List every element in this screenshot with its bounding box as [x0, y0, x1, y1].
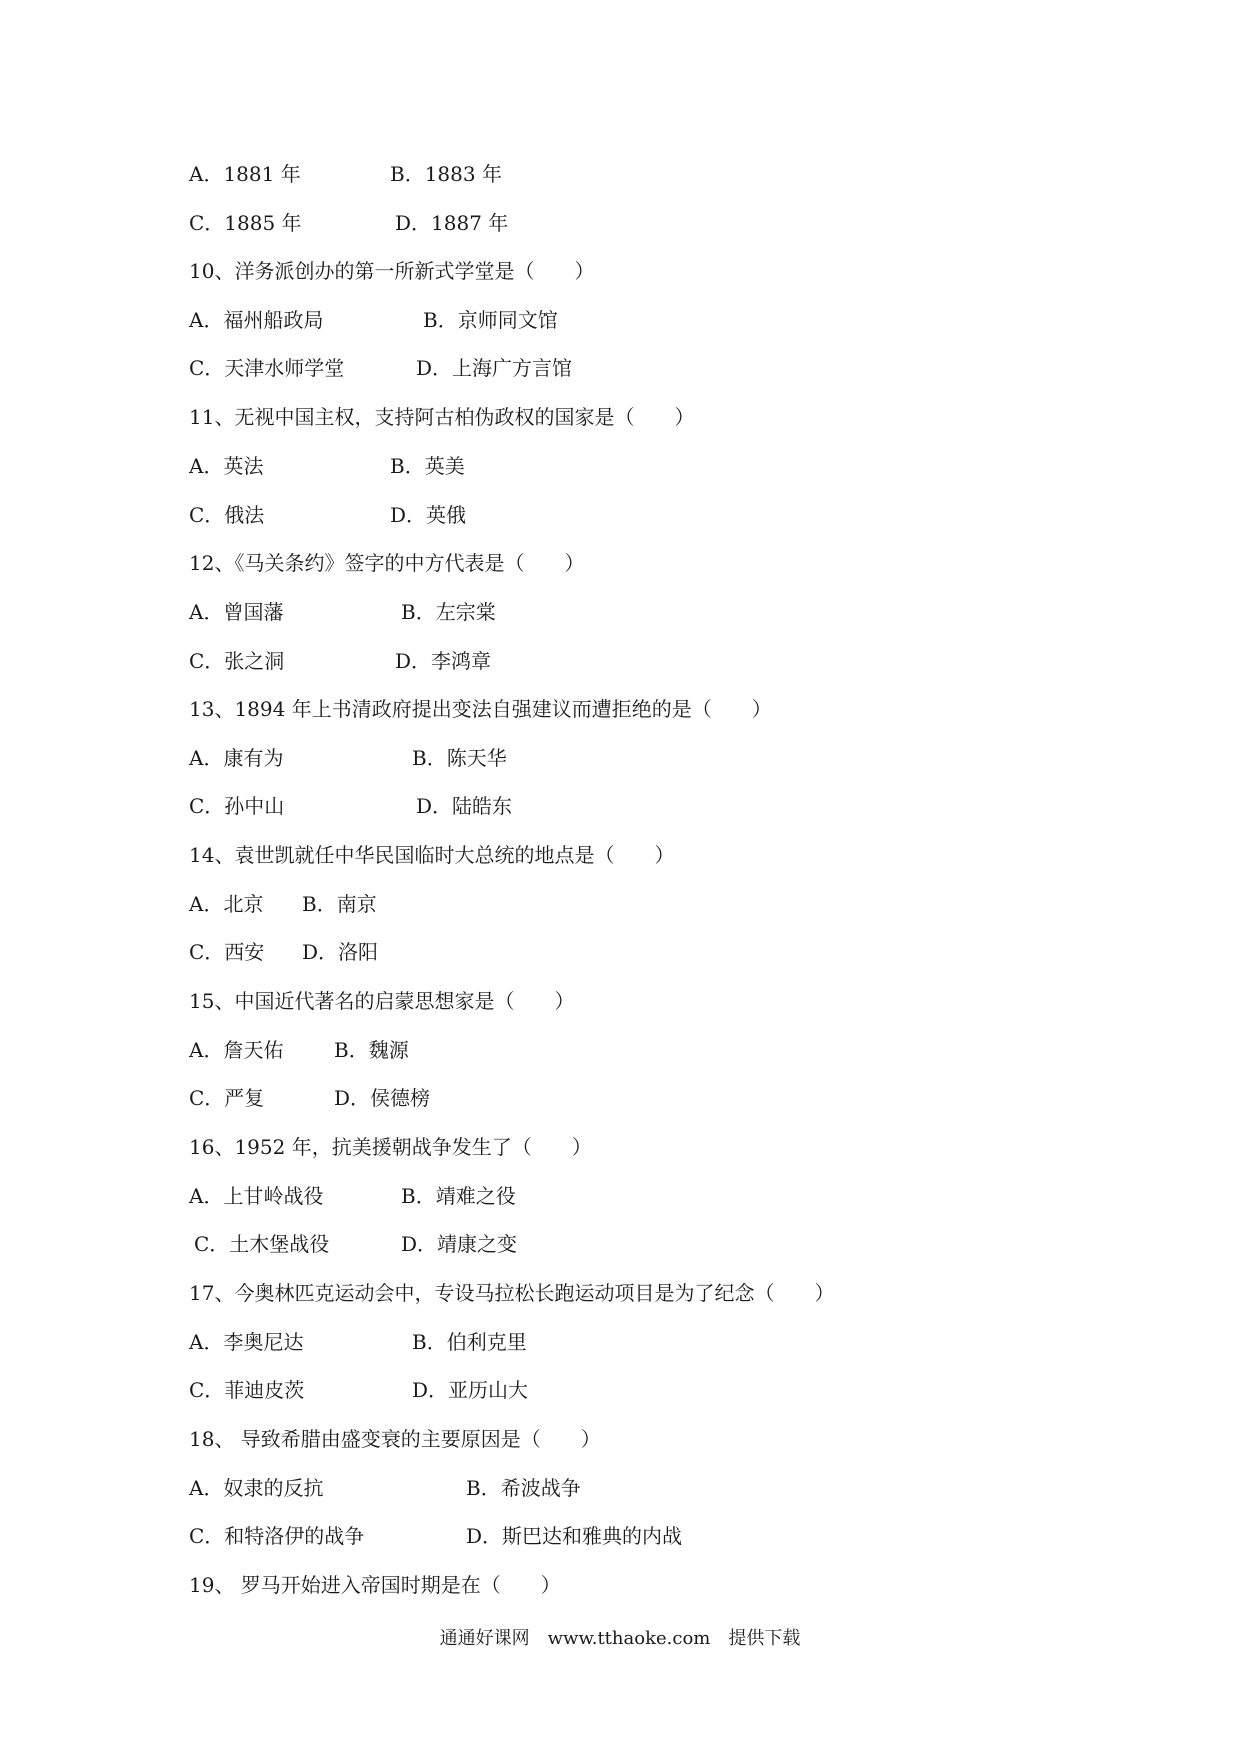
q12-option-c: C．张之洞: [189, 649, 285, 673]
q17-stem: 17、今奥林匹克运动会中，专设马拉松长跑运动项目是为了纪念（ ）: [189, 1281, 835, 1305]
q11-option-d: D．英俄: [390, 503, 467, 527]
q18-stem: 18、 导致希腊由盛变衰的主要原因是（ ）: [189, 1427, 601, 1451]
q14-option-b: B．南京: [302, 892, 377, 916]
q12-option-d: D．李鸿章: [395, 649, 492, 673]
q12-option-a: A．曾国藩: [189, 600, 284, 624]
q18-option-c: C．和特洛伊的战争: [189, 1524, 365, 1548]
q15-stem: 15、中国近代著名的启蒙思想家是（ ）: [189, 989, 575, 1013]
q11-option-c: C．俄法: [189, 503, 265, 527]
q12-option-b: B．左宗棠: [401, 600, 496, 624]
q18-option-b: B．希波战争: [466, 1476, 581, 1500]
q14-option-c: C．西安: [189, 940, 265, 964]
q19-stem: 19、 罗马开始进入帝国时期是在（ ）: [189, 1573, 561, 1597]
q17-option-b: B．伯利克里: [412, 1330, 527, 1354]
q16-option-a: A．上甘岭战役: [189, 1184, 324, 1208]
q16-option-b: B．靖难之役: [401, 1184, 516, 1208]
q13-option-d: D．陆皓东: [416, 794, 513, 818]
q18-option-a: A．奴隶的反抗: [189, 1476, 324, 1500]
q10-stem: 10、洋务派创办的第一所新式学堂是（ ）: [189, 259, 595, 283]
q11-option-a: A．英法: [189, 454, 264, 478]
q16-option-c: C．土木堡战役: [194, 1232, 330, 1256]
q18-option-d: D．斯巴达和雅典的内战: [466, 1524, 683, 1548]
q9-option-a: A．1881 年: [189, 162, 301, 186]
q13-option-c: C．孙中山: [189, 794, 285, 818]
q10-option-d: D．上海广方言馆: [416, 356, 573, 380]
q17-option-a: A．李奥尼达: [189, 1330, 304, 1354]
page-footer: 通通好课网 www.tthaoke.com 提供下载: [439, 1628, 801, 1649]
q14-option-a: A．北京: [189, 892, 264, 916]
q16-option-d: D．靖康之变: [401, 1232, 518, 1256]
q15-option-b: B．魏源: [334, 1038, 409, 1062]
q17-option-d: D．亚历山大: [412, 1378, 529, 1402]
q9-option-d: D．1887 年: [395, 211, 509, 235]
q15-option-c: C．严复: [189, 1086, 265, 1110]
q9-option-c: C．1885 年: [189, 211, 302, 235]
q15-option-d: D．侯德榜: [334, 1086, 431, 1110]
q14-option-d: D．洛阳: [302, 940, 379, 964]
q16-stem: 16、1952 年，抗美援朝战争发生了（ ）: [189, 1135, 592, 1159]
q11-stem: 11、无视中国主权，支持阿古柏伪政权的国家是（ ）: [189, 405, 695, 429]
q13-option-b: B．陈天华: [412, 746, 507, 770]
q12-stem: 12、《马关条约》签字的中方代表是（ ）: [189, 551, 585, 575]
q13-option-a: A．康有为: [189, 746, 284, 770]
q17-option-c: C．菲迪皮茨: [189, 1378, 305, 1402]
q10-option-c: C．天津水师学堂: [189, 356, 345, 380]
q10-option-a: A．福州船政局: [189, 308, 324, 332]
q10-option-b: B．京师同文馆: [423, 308, 558, 332]
q15-option-a: A．詹天佑: [189, 1038, 284, 1062]
q14-stem: 14、袁世凯就任中华民国临时大总统的地点是（ ）: [189, 843, 675, 867]
q9-option-b: B．1883 年: [390, 162, 502, 186]
q11-option-b: B．英美: [390, 454, 465, 478]
q13-stem: 13、1894 年上书清政府提出变法自强建议而遭拒绝的是（ ）: [189, 697, 772, 721]
